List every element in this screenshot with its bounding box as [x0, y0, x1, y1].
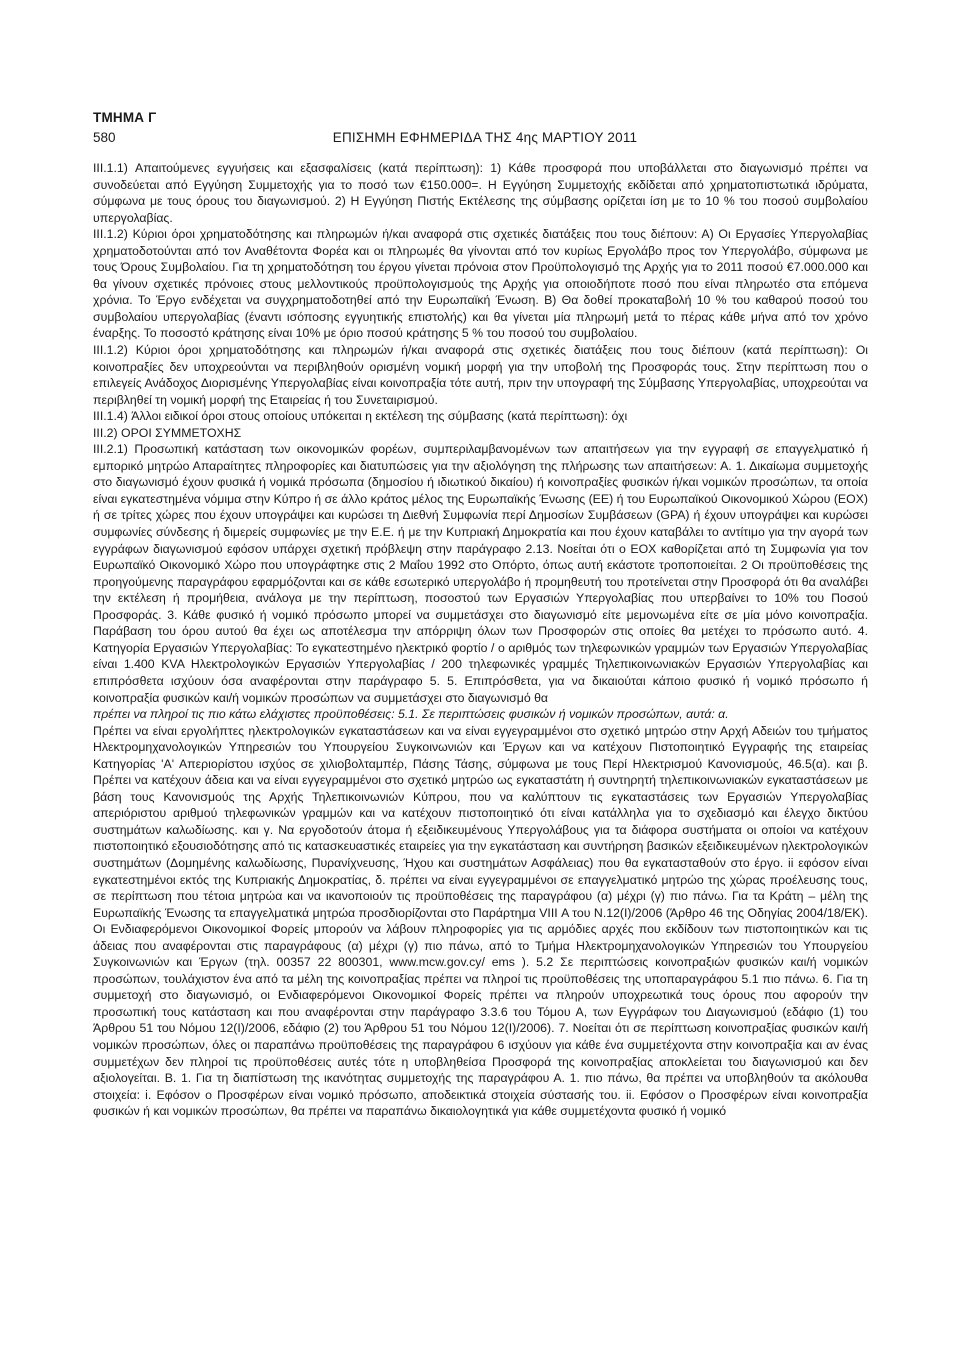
section-heading-participation: III.2) ΟΡΟΙ ΣΥΜΜΕΤΟΧΗΣ	[93, 425, 242, 440]
gazette-title: ΕΠΙΣΗΜΗ ΕΦΗΜΕΡΙΔΑ ΤΗΣ 4ης ΜΑΡΤΙΟΥ 2011	[332, 130, 638, 145]
paragraph-special-conditions: III.1.4) Άλλοι ειδικοί όροι στους οποίους υπόκειται η εκτέλεση της σύμβασης (κατά περίπτωση): όχι	[93, 409, 628, 424]
body-text	[93, 160, 868, 1120]
paragraph-personal-situation: III.2.1) Προσωπική κατάσταση των οικονομικών φορέων, συμπεριλαμβανομένων των απαιτήσεων για την εγγραφή σε επαγγελματικό ή εμπορικό μητρώο Απαραίτητες πληροφορίες και διατυπώσεις για την αξιολόγηση της πλήρωσης των απαιτήσεων: Α. 1. Δικαίωμα συμμετοχής στο διαγωνισμό έχουν φυσικά ή νομικά πρόσωπα (δημοσίου ή ιδιωτικού δικαίου) ή κοινοπραξίες φυσικών ή/και νομικών προσώπων, τα οποία είναι εγκατεστημένα νόμιμα στην Κύπρο ή σε άλλο κράτος μέλος της Ευρωπαϊκής Ένωσης (ΕΕ) ή του Ευρωπαϊκού Οικονομικού Χώρου (ΕΟΧ) ή σε τρίτες χώρες που έχουν υπογράψει και κυρώσει τη Διεθνή Συμφωνία περί Δημοσίων Συμβάσεων (GPA) ή έχουν υπογράψει και κυρώσει συμφωνίες σύνδεσης ή διμερείς συμφωνίες με την Ε.Ε. ή με την Κυπριακή Δημοκρατία και που έχουν καταβάλει το αντίτιμο για την αγορά των εγγράφων διαγωνισμού εφόσον υπάρχει σχετική πρόβλεψη στην παράγραφο 2.13. Νοείται ότι ο ΕΟΧ καθορίζεται από τη Συμφωνία για τον Ευρωπαϊκό Οικονομικό Χώρο που υπογράφτηκε στις 2 Μαΐου 1992 στο Οπόρτο, όπως αυτή εκάστοτε τροποποιείται. 2 Οι προϋποθέσεις της προηγούμενης παραγράφου εφαρμόζονται και σε κάθε εσωτερικό υπεργολάβο ή προμηθευτή του προτείνεται στην Προσφορά ότι θα αναλάβει την εκτέλεση ή προμήθεια, ανάλογα με την περίπτωση, ποσοστού των Εργασιών Υπεργολαβίας που υπερβαίνει το 10% του Ποσού Προσφοράς. 3. Κάθε φυσικό ή νομικό πρόσωπο μπορεί να συμμετάσχει στο διαγωνισμό είτε μεμονωμένα είτε σε μία μόνο κοινοπραξία. Παράβαση του όρου αυτού θα έχει ως αποτέλεσμα την απόρριψη όλων των Προσφορών στις οποίες θα μετέχει το πρόσωπο αυτό. 4. Κατηγορία Εργασιών Υπεργολαβίας: Το εγκατεστημένο ηλεκτρικό φορτίο / ο αριθμός των τηλεφωνικών γραμμών των Εργασιών Υπεργολαβίας είναι 1.400 KVA Ηλεκτρολογικών Εργασιών Υπεργολαβίας / 200 τηλεφωνικές γραμμές Τηλεπικοινωνιακών Εργασιών Υπεργολαβίας και επιπρόσθετα ισχύουν όσα αναφέρονται στην παράγραφο 5. 5. Επιπρόσθετα, για να δικαιούται κάποιο φυσικό ή νομικό πρόσωπο ή κοινοπραξία φυσικών και/ή νομικών προσώπων να συμμετάσχει στο διαγωνισμό θα	[93, 442, 868, 705]
paragraph-financing-terms: III.1.2) Κύριοι όροι χρηματοδότησης και πληρωμών ή/και αναφορά στις σχετικές διατάξεις που τους διέπουν: Α) Οι Εργασίες Υπεργολαβίας χρηματοδοτούνται από τον Αναθέτοντα Φορέα και οι πληρωμές θα γίνονται από τον κυρίως Εργολάβο προς τον Υπεργολάβο, σύμφωνα με τους Όρους Συμβολαίου. Για τη χρηματοδότηση του έργου γίνεται πρόνοια στον Προϋπολογισμό της Αρχής για το 2011 ποσού €7.000.000 και θα γίνουν σχετικές πρόνοιες στους μελλοντικούς προϋπολογισμούς της Αρχής για οποιοδήποτε ποσό που είναι πληρωτέο στα επόμενα χρόνια. Το Έργο ενδέχεται να συγχρηματοδοτηθεί από την Ευρωπαϊκή Ένωση. Β) Θα δοθεί προκαταβολή 10 % του καθαρού ποσού του συμβολαίου υπεργολαβίας (έναντι ισόποσης εγγυητικής επιστολής) και θα γίνεται μία πληρωμή μετά το πέρας κάθε μήνα από τον χρόνο έναρξης. Το ποσοστό κράτησης είναι 10% με όριο ποσού κράτησης 5 % του ποσού του συμβολαίου.	[93, 227, 868, 341]
section-label: ΤΜΗΜΑ Γ	[93, 110, 157, 125]
paragraph-guarantees: III.1.1) Απαιτούμενες εγγυήσεις και εξασφαλίσεις (κατά περίπτωση): 1) Κάθε προσφορά που υποβάλλεται στο διαγωνισμό πρέπει να συνοδεύεται από Εγγύηση Συμμετοχής για το ποσό των €150.000=. Η Εγγύηση Συμμετοχής εκδίδεται από χρηματοπιστωτικά ιδρύματα, σύμφωνα με τους όρους του διαγωνισμού. 2) Η Εγγύηση Πιστής Εκτέλεσης της σύμβασης ορίζεται ίση με το 10 % του ποσού συμβολαίου υπεργολαβίας.	[93, 161, 868, 225]
paragraph-requirements-details: Πρέπει να είναι εργολήπτες ηλεκτρολογικών εγκαταστάσεων και να είναι εγγεγραμμένοι στο σχετικό μητρώο στην Αρχή Αδειών του τμήματος Ηλεκτρομηχανολογικών Υπηρεσιών του Υπουργείου Συγκοινωνιών και Έργων και να κατέχουν Πιστοποιητικό Εγγραφής της εταιρείας Κατηγορίας 'Α' Απεριορίστου ισχύος σε χιλιοβολταμπέρ, Πάσης Τάσης, σύμφωνα με τους Περί Ηλεκτρισμού Κανονισμούς, 46.5(α). και β. Πρέπει να κατέχουν άδεια και να είναι εγγεγραμμένοι στο σχετικό μητρώο ως εγκαταστάτη ή συντηρητή τηλεπικοινωνιακών εγκαταστάσεων με βάση τους Κανονισμούς της Αρχής Τηλεπικοινωνιών Κύπρου, που να καλύπτουν τις εγκαταστάσεις των Εργασιών Υπεργολαβίας απεριόριστου αριθμού τηλεφωνικών γραμμών και να κατέχουν πιστοποιητικό ότι είναι κατάλληλα για το σχεδιασμό και έλεγχο δικτύου συστημάτων καλωδίωσης. και γ. Να εργοδοτούν άτομα ή εξειδικευμένους Υπεργολάβους για τα διάφορα συστήματα οι οποίοι να κατέχουν πιστοποιητικό εξουσιοδότησης από τις κατασκευαστικές εταιρείες για την εγκατάσταση και συντήρηση βασικών εξειδικευμένων ηλεκτρολογικών συστημάτων (Δομημένης καλωδίωσης, Πυρανίχνευσης, Ήχου και συστημάτων Ασφάλειας) που θα εγκατασταθούν στο έργο. ii εφόσον είναι εγκατεστημένοι εκτός της Κυπριακής Δημοκρατίας, δ. πρέπει να είναι εγγεγραμμένοι σε επαγγελματικό μητρώο της χώρας προέλευσης τους, σε περίπτωση που τέτοια μητρώα και να ικανοποιούν τις προϋποθέσεις της παραγράφου (α) μέχρι (γ) πιο πάνω. Για τα Κράτη – μέλη της Ευρωπαϊκής Ένωσης τα επαγγελματικά μητρώα προσδιορίζονται στο Παράρτημα VIII Α του Ν.12(Ι)/2006 (Άρθρο 46 της Οδηγίας 2004/18/ΕΚ). Οι Ενδιαφερόμενοι Οικονομικοί Φορείς μπορούν να λάβουν πληροφορίες για τις αρμόδιες αρχές που εκδίδουν των πιστοποιητικών και τις άδειας που αναφέρονται στις παραγράφους (α) μέχρι (γ) πιο πάνω, από το Τμήμα Ηλεκτρομηχανολογικών Υπηρεσιών του Υπουργείου Συγκοινωνιών και Έργων (τηλ. 00357 22 800301, www.mcw.gov.cy/ ems ). 5.2 Σε περιπτώσεις κοινοπραξιών φυσικών και/ή νομικών προσώπων, τουλάχιστον ένα από τα μέλη της κοινοπραξίας πρέπει να πληροί τις προϋποθέσεις της υποπαραγράφου 5.1 πιο πάνω. 6. Για τη συμμετοχή στο διαγωνισμό, οι Ενδιαφερόμενοι Οικονομικοί Φορείς πρέπει να πληρούν υποχρεωτικά τους όρους που αφορούν την προσωπική τους κατάσταση και που αναφέρονται στην παράγραφο 3.3.6 του Τόμου Α, των Εγγράφων του Διαγωνισμού (εδάφιο (1) του Άρθρου 51 του Νόμου 12(Ι)/2006, εδάφιο (2) του Άρθρου 51 του Νόμου 12(Ι)/2006). 7. Νοείται ότι σε περίπτωση κοινοπραξίας φυσικών και/ή νομικών προσώπων, όλες οι παραπάνω προϋποθέσεις της παραγράφου 6 ισχύουν για κάθε ένα συμμετέχοντα στην κοινοπραξία και αν ένας συμμετέχων δεν πληροί τις προϋποθέσεις αυτές τότε η υποβληθείσα Προσφορά της κοινοπραξίας αποκλείεται του διαγωνισμού και δεν αξιολογείται. Β. 1. Για τη διαπίστωση της ικανότητας συμμετοχής της παραγράφου Α. 1. πιο πάνω, θα πρέπει να υποβληθούν τα ακόλουθα στοιχεία: i. Εφόσον ο Προσφέρων είναι νομικό πρόσωπο, αποδεικτικά στοιχεία σύστασής του. ii. Εφόσον ο Προσφέρων είναι κοινοπραξία φυσικών ή και νομικών προσώπων, θα πρέπει να παραπάνω δικαιολογητικά για κάθε συμμετέχοντα φυσικό ή νομικό	[93, 723, 868, 1119]
paragraph-joint-ventures: III.1.2) Κύριοι όροι χρηματοδότησης και πληρωμών ή/και αναφορά στις σχετικές διατάξεις που τους διέπουν (κατά περίπτωση): Οι κοινοπραξίες δεν υποχρεούνται να περιβληθούν ορισμένη νομική μορφή για την υποβολή της Προσφοράς τους. Στην περίπτωση που ο επιλεγείς Ανάδοχος Διορισμένης Υπεργολαβίας είναι κοινοπραξία τότε αυτή, πριν την υπογραφή της Σύμβασης Υπεργολαβίας, υποχρεούται να περιβληθεί τη νομική μορφή της Εταιρείας ή του Συνεταιρισμού.	[93, 343, 868, 407]
page-number: 580	[93, 130, 116, 145]
paragraph-minimum-requirements: πρέπει να πληροί τις πιο κάτω ελάχιστες προϋποθέσεις: 5.1. Σε περιπτώσεις φυσικών ή νομικών προσώπων, αυτά: α.	[93, 707, 729, 722]
